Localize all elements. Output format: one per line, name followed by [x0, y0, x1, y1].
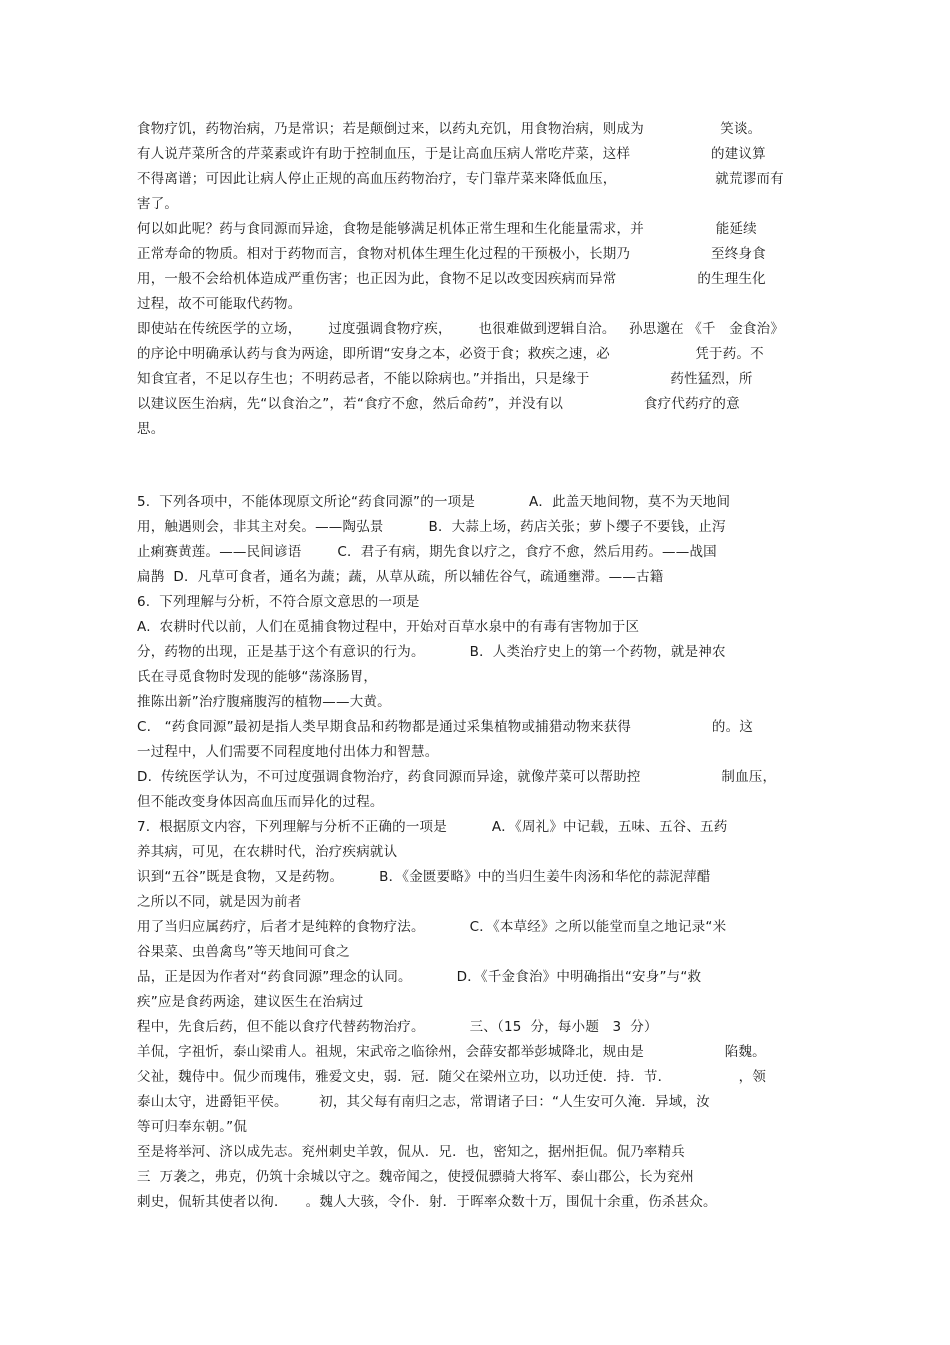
passage-line: 知食宜者，不足以存生也；不明药忌者，不能以除病也。”并指出，只是缘于 药性猛烈，所: [137, 371, 753, 387]
passage-line: 食物疗饥，药物治病，乃是常识；若是颠倒过来，以药丸充饥，用食物治病，则成为 笑谈。: [137, 121, 762, 137]
question-line: C. “药食同源”最初是指人类早期食品和药物都是通过采集植物或捕猎动物来获得 的。这: [137, 719, 754, 735]
question-line: 疾”应是食药两途，建议医生在治病过: [137, 994, 364, 1010]
passage-line: 何以如此呢？药与食同源而异途，食物是能够满足机体正常生理和生化能量需求，并 能延续: [137, 221, 757, 237]
passage-line: 以建议医生治病，先“以食治之”，若“食疗不愈，然后命药”，并没有以 食疗代药疗的意: [137, 396, 740, 412]
passage-line: 害了。: [137, 196, 179, 212]
question-line: 养其病，可见，在农耕时代，治疗疾病就认: [137, 844, 398, 860]
question-line: 三 万袭之，弗克，仍筑十余城以守之。魏帝闻之，使授侃骠骑大将军、泰山郡公，长为兖州: [137, 1169, 694, 1185]
passage-line: 有人说芹菜所含的芹菜素或许有助于控制血压，于是让高血压病人常吃芹菜，这样 的建议算: [137, 146, 766, 162]
passage-line: 即使站在传统医学的立场， 过度强调食物疗疾， 也很难做到逻辑自洽。 孙思邈在 《千 金食治》: [137, 321, 785, 337]
passage-line: 用，一般不会给机体造成严重伤害；也正因为此，食物不足以改变因疾病而异常 的生理生化: [137, 271, 766, 287]
question-line: 一过程中，人们需要不同程度地付出体力和智慧。: [137, 744, 439, 760]
passage-line: 正常寿命的物质。相对于药物而言，食物对机体生理生化过程的干预极小，长期乃 至终身食: [137, 246, 766, 262]
question-line: 7. 根据原文内容，下列理解与分析不正确的一项是 A．《周礼》中记载，五味、五谷、五药: [137, 819, 728, 835]
passage-line: 过程，故不可能取代药物。: [137, 296, 302, 312]
question-line: 刺史，侃斩其使者以徇． 。魏人大骇，令仆．射．于晖率众数十万，围侃十余重，伤杀甚众。: [137, 1194, 717, 1210]
question-line: 6. 下列理解与分析，不符合原文意思的一项是: [137, 594, 420, 610]
question-line: A. 农耕时代以前，人们在觅捕食物过程中，开始对百草水泉中的有毒有害物加于区: [137, 619, 640, 635]
question-line: 用了当归应属药疗，后者才是纯粹的食物疗法。 C．《本草经》之所以能堂而皇之地记录“米: [137, 919, 727, 935]
question-line: 分，药物的出现，正是基于这个有意识的行为。 B．人类治疗史上的第一个药物，就是神农: [137, 644, 726, 660]
question-line: 程中，先食后药，但不能以食疗代替药物治疗。 三、（15 分，每小题 3 分）: [137, 1019, 658, 1035]
question-line: 推陈出新”治疗腹痛腹泻的植物——大黄。: [137, 694, 391, 710]
question-line: 至是将举河、济以成先志。兖州刺史羊敦，侃从．兄．也，密知之，据州拒侃。侃乃率精兵: [137, 1144, 685, 1160]
question-line: 之所以不同，就是因为前者: [137, 894, 302, 910]
question-line: 止痢赛黄莲。——民间谚语 C．君子有病，期先食以疗之，食疗不愈，然后用药。——战国: [137, 544, 717, 560]
question-line: 氏在寻觅食物时发现的能够“荡涤肠胃，: [137, 669, 378, 685]
question-line: 5. 下列各项中，不能体现原文所论“药食同源”的一项是 A．此盖天地间物，莫不为天地间: [137, 494, 731, 510]
question-line: 用，触遇则会，非其主对矣。——陶弘景 B．大蒜上场，药店关张；萝卜缨子不要钱，止泻: [137, 519, 726, 535]
question-line: 但不能改变身体因高血压而异化的过程。: [137, 794, 384, 810]
passage-line: 的序论中明确承认药与食为两途，即所谓“安身之本，必资于食；救疾之速，必 凭于药。不: [137, 346, 764, 362]
question-line: 扁鹊 D．凡草可食者，通名为蔬；蔬，从草从疏，所以辅佐谷气，疏通壅滞。——古籍: [137, 569, 664, 585]
question-line: 泰山太守，进爵钜平侯。 初，其父每有南归之志，常谓诸子曰：“人生安可久淹．异域，汝: [137, 1094, 710, 1110]
question-line: 谷果菜、虫兽禽鸟”等天地间可食之: [137, 944, 350, 960]
question-line: D. 传统医学认为，不可过度强调食物治疗，药食同源而异途，就像芹菜可以帮助控 制血压，: [137, 769, 777, 785]
question-line: 识到“五谷”既是食物，又是药物。 B．《金匮要略》中的当归生姜牛肉汤和华佗的蒜泥萍醋: [137, 869, 711, 885]
question-line: 羊侃，字祖忻，泰山梁甫人。祖规，宋武帝之临徐州，会薛安都举彭城降北，规由是 陷魏。: [137, 1044, 766, 1060]
question-line: 等可归奉东朝。”侃: [137, 1119, 248, 1135]
question-line: 品，正是因为作者对“药食同源”理念的认同。 D．《千金食治》中明确指出“安身”与“救: [137, 969, 702, 985]
passage-line: 不得离谱；可因此让病人停止正规的高血压药物治疗，专门靠芹菜来降低血压， 就荒谬而有: [137, 171, 784, 187]
passage-line: 思。: [137, 421, 165, 437]
question-line: 父祉，魏侍中。侃少而瑰伟，雅爱文史，弱．冠．随父在梁州立功，以功迁使．持．节． ，领: [137, 1069, 767, 1085]
